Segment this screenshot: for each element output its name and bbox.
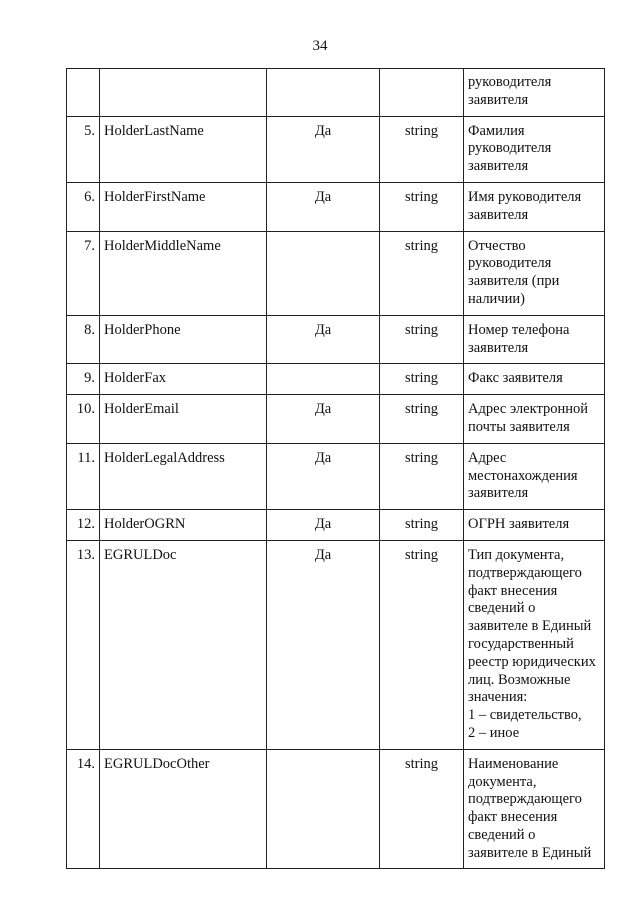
row-number-cell: 12. <box>67 510 100 541</box>
required-cell: Да <box>267 116 380 182</box>
description-cell: Адрес электронной почты заявителя <box>464 395 605 444</box>
table-row <box>67 182 605 231</box>
type-cell: string <box>380 182 464 231</box>
row-number-cell: 5. <box>67 116 100 182</box>
table-row <box>67 69 605 117</box>
row-number-cell: 9. <box>67 364 100 395</box>
type-cell: string <box>380 395 464 444</box>
required-cell: Да <box>267 510 380 541</box>
description-cell: Имя руководителя заявителя <box>464 182 605 231</box>
field-name-cell: EGRULDoc <box>100 540 267 749</box>
type-cell: string <box>380 510 464 541</box>
description-cell: Факс заявителя <box>464 364 605 395</box>
type-cell: string <box>380 364 464 395</box>
description-cell: руководителя заявителя <box>464 69 605 117</box>
type-cell: string <box>380 231 464 315</box>
row-number-cell: 7. <box>67 231 100 315</box>
type-cell: string <box>380 315 464 364</box>
required-cell: Да <box>267 443 380 509</box>
description-cell: Отчество руководителя заявителя (при наличии) <box>464 231 605 315</box>
table-row <box>67 510 605 541</box>
required-cell: Да <box>267 395 380 444</box>
row-number-cell: 11. <box>67 443 100 509</box>
row-number-cell <box>67 69 100 117</box>
table-row <box>67 315 605 364</box>
field-name-cell: HolderFirstName <box>100 182 267 231</box>
fields-table <box>66 68 605 869</box>
required-cell <box>267 69 380 117</box>
field-name-cell: EGRULDocOther <box>100 749 267 869</box>
field-name-cell: HolderOGRN <box>100 510 267 541</box>
type-cell <box>380 69 464 117</box>
description-cell: Адрес местонахождения заявителя <box>464 443 605 509</box>
required-cell: Да <box>267 315 380 364</box>
type-cell: string <box>380 749 464 869</box>
type-cell: string <box>380 116 464 182</box>
table-row <box>67 231 605 315</box>
type-cell: string <box>380 443 464 509</box>
row-number-cell: 14. <box>67 749 100 869</box>
table-row <box>67 749 605 869</box>
required-cell <box>267 749 380 869</box>
field-name-cell: HolderMiddleName <box>100 231 267 315</box>
description-cell: Номер телефона заявителя <box>464 315 605 364</box>
table-row <box>67 395 605 444</box>
description-cell: Фамилия руководителя заявителя <box>464 116 605 182</box>
row-number-cell: 13. <box>67 540 100 749</box>
type-cell: string <box>380 540 464 749</box>
required-cell: Да <box>267 540 380 749</box>
description-cell: Тип документа, подтверждающего факт внесения сведений о заявителе в Единый государственный реестр юридических лиц. Возможные значения: 1 – свидетельство, 2 – иное <box>464 540 605 749</box>
field-name-cell: HolderLastName <box>100 116 267 182</box>
required-cell: Да <box>267 182 380 231</box>
description-cell: Наименование документа, подтверждающего факт внесения сведений о заявителе в Единый <box>464 749 605 869</box>
table-row <box>67 443 605 509</box>
required-cell <box>267 364 380 395</box>
row-number-cell: 10. <box>67 395 100 444</box>
field-name-cell <box>100 69 267 117</box>
field-name-cell: HolderLegalAddress <box>100 443 267 509</box>
description-cell: ОГРН заявителя <box>464 510 605 541</box>
table-row <box>67 364 605 395</box>
table-row <box>67 540 605 749</box>
field-name-cell: HolderPhone <box>100 315 267 364</box>
required-cell <box>267 231 380 315</box>
table-row <box>67 116 605 182</box>
row-number-cell: 8. <box>67 315 100 364</box>
field-name-cell: HolderEmail <box>100 395 267 444</box>
row-number-cell: 6. <box>67 182 100 231</box>
page-number: 34 <box>312 38 328 54</box>
field-name-cell: HolderFax <box>100 364 267 395</box>
